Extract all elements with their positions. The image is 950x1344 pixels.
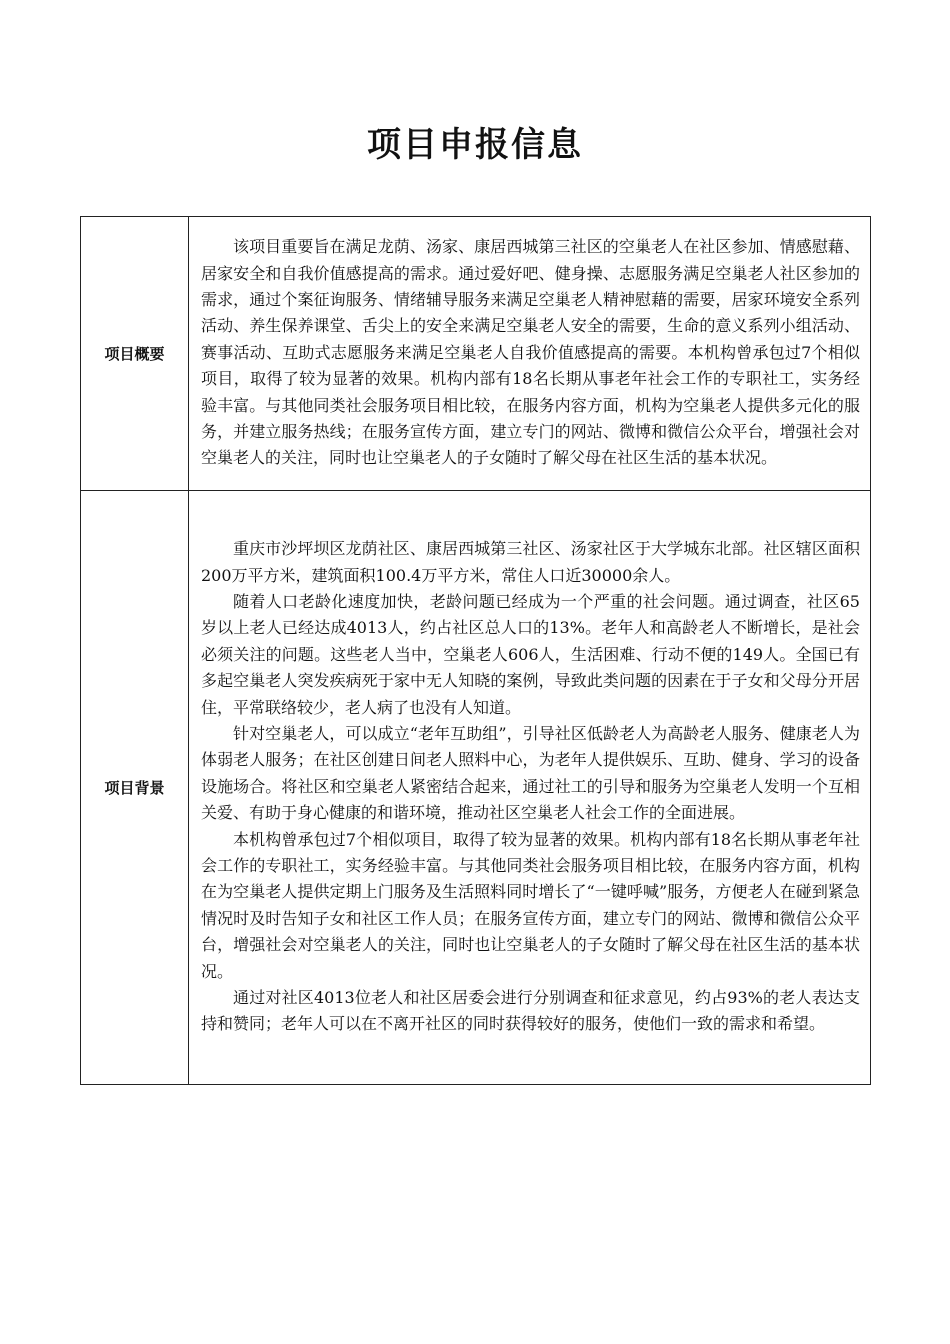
background-paragraph-organization: 本机构曾承包过7个相似项目，取得了较为显著的效果。机构内部有18名长期从事老年社会工作的专职社工，实务经验丰富。与其他同类社会服务项目相比较，在服务内容方面，机构在为空巢老人提供定期上门服务及生活照料同时增长了“一键呼喊”服务，方便老人在碰到紧急情况时及时告知子女和社区工作人员；在服务宣传方面，建立专门的网站、微博和微信公众平台，增强社会对空巢老人的关注，同时也让空巢老人的子女随时了解父母在社区生活的基本状况。: [201, 829, 860, 981]
summary-label: 项目概要: [81, 217, 189, 491]
background-paragraph-aging: 随着人口老龄化速度加快，老龄问题已经成为一个严重的社会问题。通过调查，社区65岁以上老人已经达成4013人，约占社区总人口的13%。老年人和高龄老人不断增长，是社会必须关注的问题。这些老人当中，空巢老人606人，生活困难、行动不便的149人。全国已有多起空巢老人突发疾病死于家中无人知晓的案例，导致此类问题的因素在于子女和父母分开居住，平常联络较少，老人病了也没有人知道。: [201, 591, 860, 717]
background-paragraph-measures: 针对空巢老人，可以成立“老年互助组”，引导社区低龄老人为高龄老人服务、健康老人为体弱老人服务；在社区创建日间老人照料中心，为老年人提供娱乐、互助、健身、学习的设备设施场合。将社区和空巢老人紧密结合起来，通过社工的引导和服务为空巢老人发明一个互相关爱、有助于身心健康的和谐环境，推动社区空巢老人社会工作的全面进展。: [201, 723, 860, 823]
summary-content: [189, 217, 871, 491]
background-content: [189, 491, 871, 1085]
project-info-table: [80, 216, 871, 1085]
summary-paragraph: 该项目重要旨在满足龙荫、汤家、康居西城第三社区的空巢老人在社区参加、情感慰藉、居家安全和自我价值感提高的需求。通过爱好吧、健身操、志愿服务满足空巢老人社区参加的需求，通过个案征询服务、情绪辅导服务来满足空巢老人精神慰藉的需要，居家环境安全系列活动、养生保养课堂、舌尖上的安全来满足空巢老人安全的需要，生命的意义系列小组活动、赛事活动、互助式志愿服务来满足空巢老人自我价值感提高的需要。本机构曾承包过7个相似项目，取得了较为显著的效果。机构内部有18名长期从事老年社会工作的专职社工，实务经验丰富。与其他同类社会服务项目相比较，在服务内容方面，机构为空巢老人提供多元化的服务，并建立服务热线；在服务宣传方面，建立专门的网站、微博和微信公众平台，增强社会对空巢老人的关注，同时也让空巢老人的子女随时了解父母在社区生活的基本状况。: [201, 237, 860, 468]
table-row-summary: [81, 217, 871, 491]
background-label: 项目背景: [81, 491, 189, 1085]
background-paragraph-survey: 通过对社区4013位老人和社区居委会进行分别调查和征求意见，约占93%的老人表达支持和赞同；老年人可以在不离开社区的同时获得较好的服务，使他们一致的需求和希望。: [201, 988, 860, 1034]
page-title: 项目申报信息: [367, 125, 583, 165]
background-paragraph-location: 重庆市沙坪坝区龙荫社区、康居西城第三社区、汤家社区于大学城东北部。社区辖区面积200万平方米，建筑面积100.4万平方米，常住人口近30000余人。: [201, 539, 860, 585]
table-row-background: [81, 491, 871, 1085]
